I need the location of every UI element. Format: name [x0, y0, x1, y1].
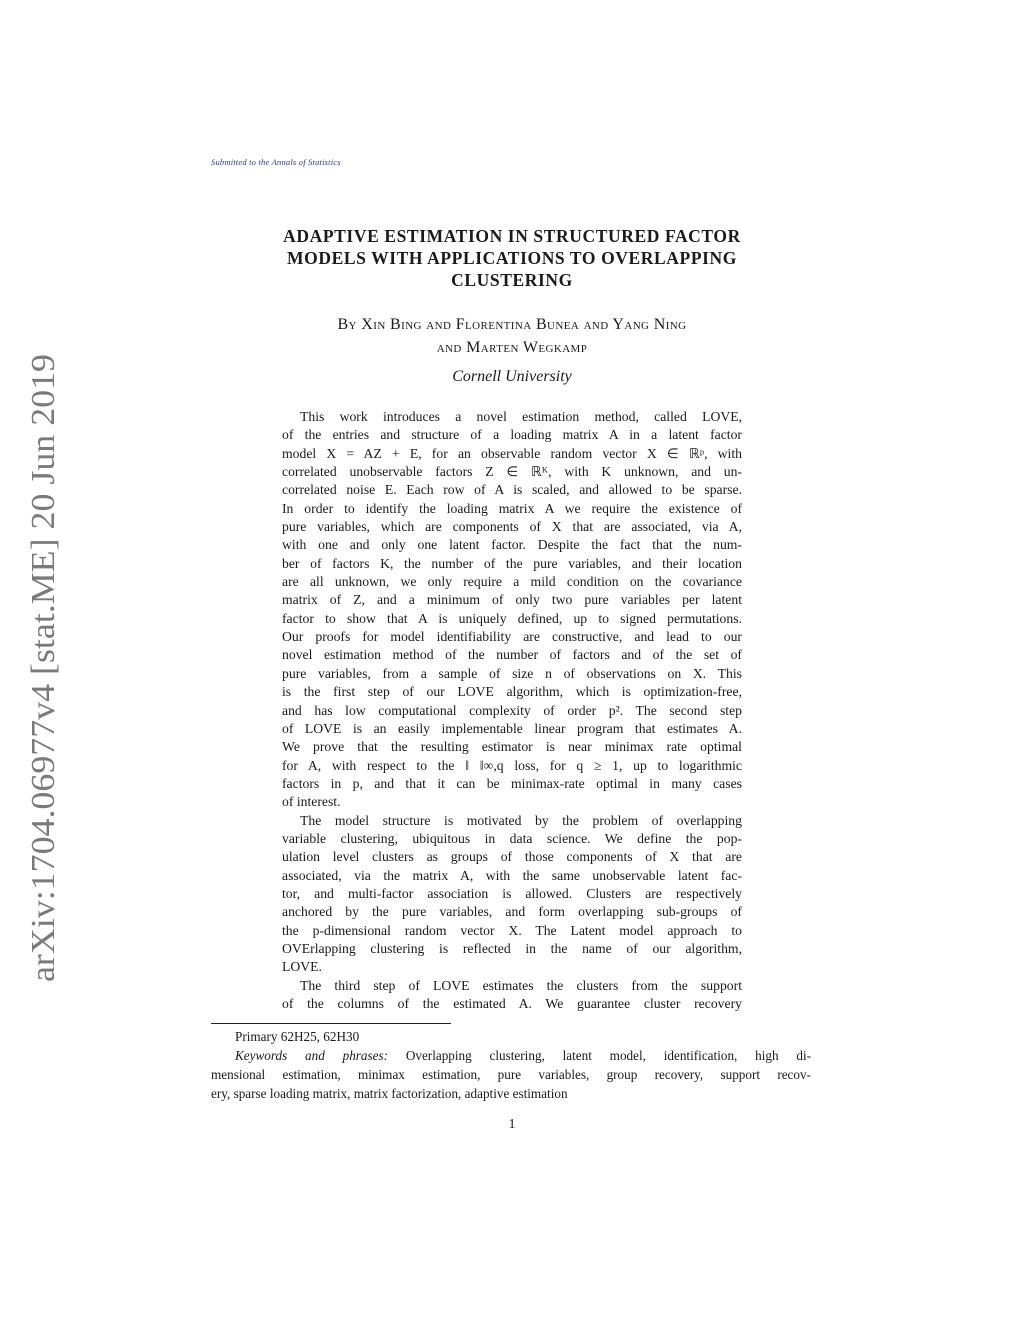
abstract-line: of the entries and structure of a loading matrix A in a latent factor — [282, 427, 742, 443]
author-line: By Xin Bing and Florentina Bunea and Yang Ning — [337, 316, 687, 333]
abstract-line: correlated unobservable factors Z ∈ ℝᴷ, with K unknown, and un- — [282, 464, 742, 480]
arxiv-identifier: arXiv:1704.06977v4 [stat.ME] 20 Jun 2019 — [25, 387, 62, 982]
keywords-label: Keywords and phrases: — [235, 1048, 389, 1063]
abstract-line: pure variables, from a sample of size n of observations on X. This — [282, 665, 742, 681]
abstract-line: for A, with respect to the ‖ ‖∞,q loss, for q ≥ 1, up to logarithmic — [282, 757, 742, 773]
abstract-line: is the first step of our LOVE algorithm, which is optimization-free, — [282, 684, 742, 700]
abstract — [282, 408, 742, 1013]
abstract-line: Our proofs for model identifiability are constructive, and lead to our — [282, 629, 742, 645]
abstract-line: and has low computational complexity of order p². The second step — [282, 702, 742, 718]
abstract-line: The model structure is motivated by the problem of overlapping — [300, 812, 742, 828]
footnotes — [211, 1027, 811, 1103]
abstract-line: We prove that the resulting estimator is near minimax rate optimal — [282, 739, 742, 755]
abstract-line: factors in p, and that it can be minimax-rate optimal in many cases — [282, 775, 742, 791]
abstract-line: The third step of LOVE estimates the clusters from the support — [300, 977, 742, 993]
abstract-line: factor to show that A is uniquely defined, up to signed permutations. — [282, 610, 742, 626]
abstract-line: associated, via the matrix A, with the same unobservable latent fac- — [282, 867, 742, 883]
abstract-line: the p-dimensional random vector X. The Latent model approach to — [282, 922, 742, 938]
abstract-line: are all unknown, we only require a mild condition on the covariance — [282, 574, 742, 590]
abstract-line: ulation level clusters as groups of those components of X that are — [282, 849, 742, 865]
abstract-line: pure variables, which are components of X that are associated, via A, — [282, 519, 742, 535]
abstract-line: novel estimation method of the number of factors and of the set of — [282, 647, 742, 663]
abstract-line: anchored by the pure variables, and form overlapping sub-groups of — [282, 904, 742, 920]
footnote-divider — [211, 1023, 451, 1024]
abstract-line: variable clustering, ubiquitous in data science. We define the pop- — [282, 830, 742, 846]
keywords-text: Overlapping clustering, latent model, identification, high di- — [405, 1048, 811, 1063]
author-list — [180, 313, 844, 359]
arxiv-stamp — [24, 352, 64, 982]
keywords-line: mensional estimation, minimax estimation, pure variables, group recovery, support recov- — [211, 1067, 811, 1082]
title-line: CLUSTERING — [451, 270, 573, 290]
title-line: MODELS WITH APPLICATIONS TO OVERLAPPING — [287, 248, 737, 268]
msc-classification: Primary 62H25, 62H30 — [235, 1029, 360, 1044]
abstract-line: tor, and multi-factor association is allowed. Clusters are respectively — [282, 885, 742, 901]
abstract-line: of interest. — [282, 794, 341, 810]
abstract-line: OVErlapping clustering is reflected in the name of our algorithm, — [282, 940, 742, 956]
abstract-line: ber of factors K, the number of the pure variables, and their location — [282, 555, 742, 571]
abstract-line: of the columns of the estimated A. We guarantee cluster recovery — [282, 996, 742, 1011]
affiliation: Cornell University — [452, 368, 572, 385]
abstract-line: This work introduces a novel estimation method, called LOVE, — [300, 409, 742, 424]
abstract-line: LOVE. — [282, 959, 322, 975]
journal-submission-line: Submitted to the Annals of Statistics — [211, 157, 341, 167]
author-line: and Marten Wegkamp — [436, 339, 588, 356]
title-line: ADAPTIVE ESTIMATION IN STRUCTURED FACTOR — [283, 226, 741, 246]
paper-title — [200, 225, 824, 291]
abstract-line: model X = AZ + E, for an observable random vector X ∈ ℝᵖ, with — [282, 445, 742, 461]
page-number: 1 — [508, 1117, 516, 1132]
abstract-line: matrix of Z, and a minimum of only two pure variables per latent — [282, 592, 742, 608]
abstract-line: correlated noise E. Each row of A is scaled, and allowed to be sparse. — [282, 482, 742, 498]
abstract-line: In order to identify the loading matrix A we require the existence of — [282, 500, 742, 516]
keywords-line: ery, sparse loading matrix, matrix factorization, adaptive estimation — [211, 1086, 568, 1101]
abstract-line: of LOVE is an easily implementable linear program that estimates A. — [282, 720, 742, 736]
abstract-line: with one and only one latent factor. Despite the fact that the num- — [282, 537, 742, 553]
keywords-line — [211, 1046, 811, 1065]
